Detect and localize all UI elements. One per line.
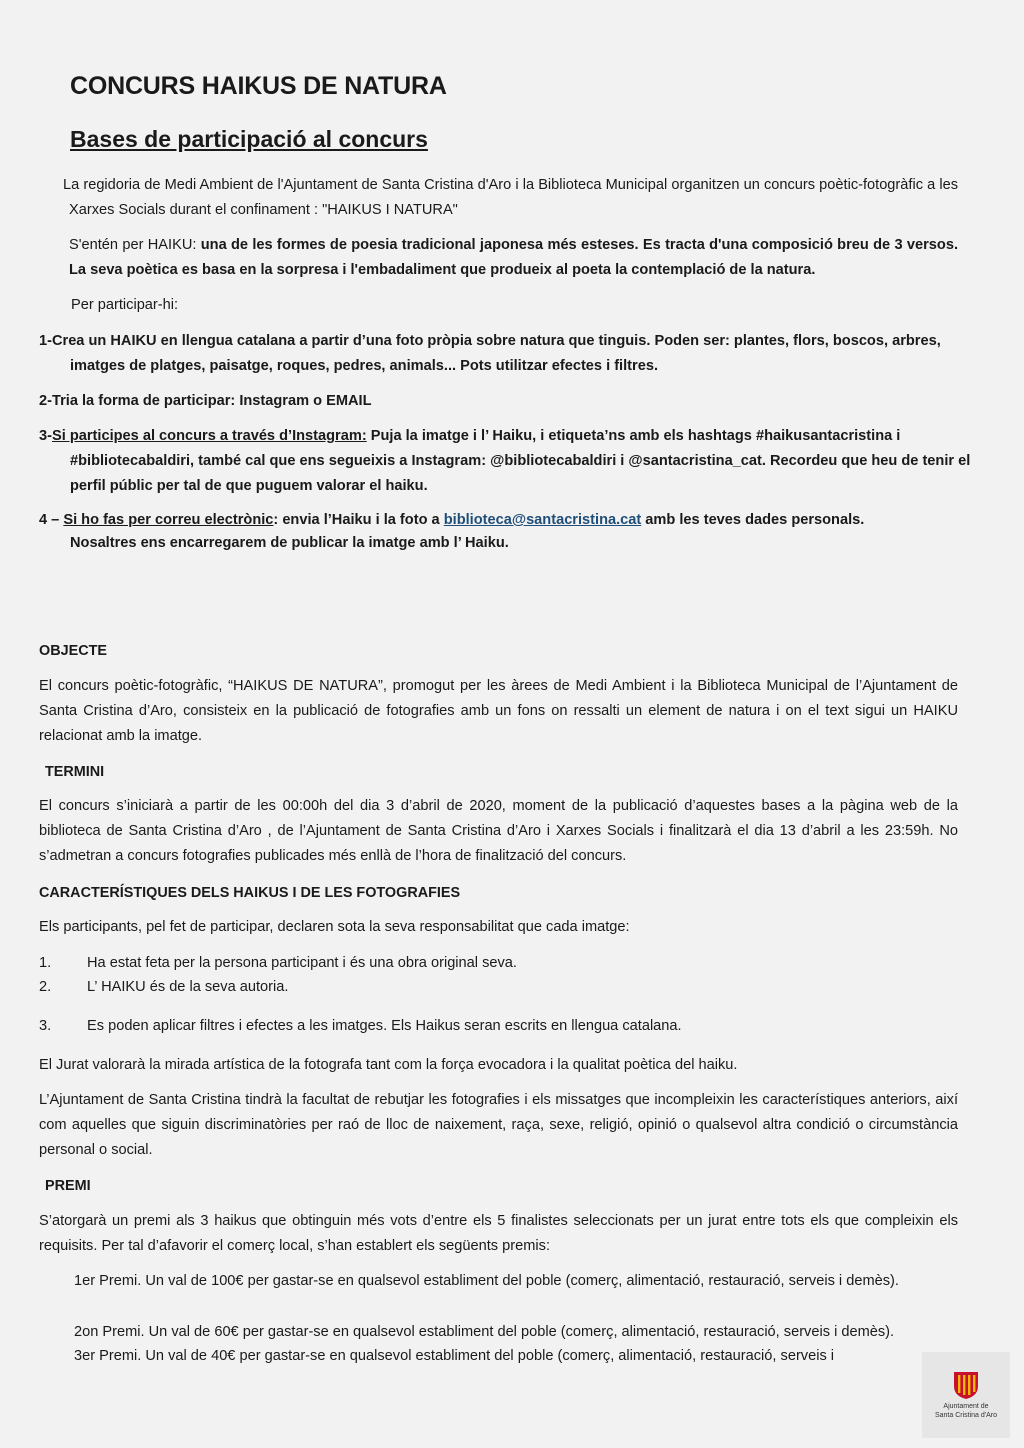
list-item-text: Ha estat feta per la persona participant i és una obra original seva. <box>87 955 517 971</box>
premi-heading: PREMI <box>45 1178 91 1194</box>
haiku-definition-text: una de les formes de poesia tradicional japonesa més esteses. Es tracta d'una composició breu de 3 versos. La seva poètica es basa en la sorpresa i l'embadaliment que produeix al poeta la contemplació de la natura. <box>69 237 958 278</box>
step-3-heading: Si participes al concurs a través d’Instagram: <box>51 428 367 444</box>
premi-1: 1er Premi. Un val de 100€ per gastar-se en qualsevol establiment del poble (comerç, alimentació, restauració, serveis i demès). <box>74 1273 899 1289</box>
list-item-text: Es poden aplicar filtres i efectes a les imatges. Els Haikus seran escrits en llengua catalana. <box>87 1018 682 1034</box>
termini-text: El concurs s’iniciarà a partir de les 00:00h del dia 3 d’abril de 2020, moment de la publicació d’aquestes bases a la pàgina web de la biblioteca de Santa Cristina d’Aro , de l’Ajuntament de Santa Cristina d’Aro i Xarxes Socials i finalitzarà el dia 13 d’abril a les 23:59h. No s’admetran a concurs fotografies publicades més enllà de l’hora de finalització del concurs. <box>39 798 958 864</box>
document-subtitle: Bases de participació al concurs <box>70 126 428 152</box>
step-4-text: : envia l’Haiku i la foto a <box>273 512 444 528</box>
haiku-definition <box>69 233 958 283</box>
step-4 <box>39 509 944 555</box>
objecte-text: El concurs poètic-fotogràfic, “HAIKUS DE NATURA”, promogut per les àrees de Medi Ambient i la Biblioteca Municipal de l’Ajuntament de Santa Cristina d’Aro, consisteix en la publicació de fotografies amb un fons on ressalti un element de natura i on el text sigui un HAIKU relacionat amb la imatge. <box>39 678 958 744</box>
logo-caption <box>922 1402 1010 1420</box>
step-3-number: 3- <box>39 428 52 444</box>
list-item-text: L’ HAIKU és de la seva autoria. <box>87 979 289 995</box>
step-4-number: 4 – <box>39 512 64 528</box>
intro-text: La regidoria de Medi Ambient de l'Ajuntament de Santa Cristina d'Aro i la Biblioteca Municipal organitzen un concurs poètic-fotogràfic a les Xarxes Socials durant el confinament : "HAIKUS I NATURA" <box>63 177 958 218</box>
caracteristiques-intro: Els participants, pel fet de participar, declaren sota la seva responsabilitat que cada imatge: <box>39 919 630 935</box>
premi-3: 3er Premi. Un val de 40€ per gastar-se en qualsevol establiment del poble (comerç, alimentació, restauració, serveis i <box>74 1348 835 1364</box>
step-3-text: Puja la imatge i l’ Haiku, i etiqueta’ns amb els hashtags #haikusantacristina i #bibliotecabaldiri, també cal que ens segueixis a Instagram: @bibliotecabaldiri i @santacristina_cat. Recordeu que heu de tenir el perfil públic per tal de que puguem valorar el haiku. <box>70 428 971 494</box>
list-item <box>39 951 517 976</box>
haiku-definition-prefix: S'entén per HAIKU: <box>69 237 197 253</box>
participate-label: Per participar-hi: <box>71 297 179 313</box>
intro-paragraph <box>63 173 958 223</box>
caracteristiques-heading: CARACTERÍSTIQUES DELS HAIKUS I DE LES FOTOGRAFIES <box>39 885 461 901</box>
ajuntament-logo <box>922 1352 1010 1438</box>
step-2: 2-Tria la forma de participar: Instagram o EMAIL <box>39 393 372 409</box>
email-link[interactable]: biblioteca@santacristina.cat <box>443 512 642 528</box>
rebuig-paragraph: L’Ajuntament de Santa Cristina tindrà la facultat de rebutjar les fotografies i els missatges que incompleixin les característiques anteriors, així com aquelles que siguin discriminatòries per raó de lloc de naixement, raça, sexe, religió, opinió o qualsevol altra condició o circumstància personal o social. <box>39 1092 958 1158</box>
step-4-text-end: amb les teves dades personals. <box>641 512 865 528</box>
premi-2: 2on Premi. Un val de 60€ per gastar-se en qualsevol establiment del poble (comerç, alimentació, restauració, serveis i demès). <box>74 1324 895 1340</box>
logo-line-1: Ajuntament de <box>943 1403 989 1410</box>
premi-text: S’atorgarà un premi als 3 haikus que obtinguin més vots d’entre els 5 finalistes seleccionats per un jurat entre tots els que compleixin els requisits. Per tal d’afavorir el comerç local, s’han establert els següents premis: <box>39 1213 958 1254</box>
list-item <box>39 975 288 1000</box>
step-1: 1-Crea un HAIKU en llengua catalana a partir d’una foto pròpia sobre natura que tinguis. Poden ser: plantes, flors, boscos, arbres, imatges de platges, paisatge, roques, pedres, animals... Pots utilitzar efectes i filtres. <box>39 333 941 374</box>
document-title: CONCURS HAIKUS DE NATURA <box>70 72 447 100</box>
step-3 <box>39 424 975 499</box>
step-4-heading: Si ho fas per correu electrònic <box>63 512 274 528</box>
municipal-shield-icon <box>952 1370 980 1400</box>
termini-heading: TERMINI <box>45 764 105 780</box>
step-4-line-2: Nosaltres ens encarregarem de publicar la imatge amb l’ Haiku. <box>70 535 509 551</box>
objecte-heading: OBJECTE <box>39 643 107 659</box>
list-item-number: 2. <box>39 979 52 995</box>
list-item-number: 1. <box>39 955 52 971</box>
list-item-number: 3. <box>39 1018 52 1034</box>
logo-line-2: Santa Cristina d'Aro <box>934 1412 998 1419</box>
jurat-paragraph: El Jurat valorarà la mirada artística de la fotografa tant com la força evocadora i la qualitat poètica del haiku. <box>39 1057 738 1073</box>
list-item <box>39 1014 682 1039</box>
